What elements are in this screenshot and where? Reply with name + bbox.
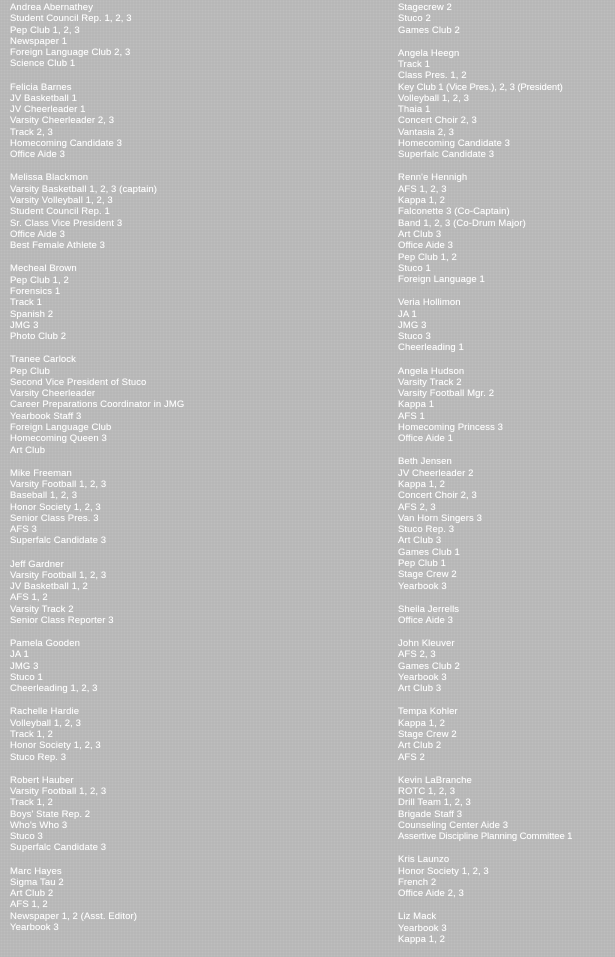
activity-line: Office Aide 3	[10, 228, 65, 240]
activity-line: Varsity Cheerleader	[10, 388, 96, 400]
student-name: Angela Heegn	[398, 47, 460, 59]
activity-line: Kappa 1	[398, 399, 435, 411]
activity-line: Homecoming Princess 3	[398, 421, 504, 433]
student-name: Mike Freeman	[10, 467, 72, 479]
activity-line: Pep Club 1, 2	[10, 274, 69, 286]
activity-line: Track 1, 2	[10, 729, 53, 740]
activity-line: Varsity Volleyball 1, 2, 3	[10, 195, 113, 207]
activity-line: Stuco Rep. 3	[10, 751, 67, 763]
student-entry-liz-mack	[398, 911, 613, 945]
activity-line: Honor Society 1, 2, 3	[398, 865, 489, 877]
activity-line: Art Club 2	[398, 740, 442, 752]
activity-line: Pep Club 1	[398, 558, 447, 570]
activity-line: Photo Club 2	[10, 331, 67, 343]
activity-line: Homecoming Candidate 3	[398, 138, 511, 150]
student-entry-tranee-carlock	[10, 354, 370, 456]
student-name: Liz Mack	[398, 911, 437, 923]
student-name: Tempa Kohler	[398, 706, 458, 718]
student-entry-angela-heegn	[398, 48, 613, 161]
student-entry-robert-hauber	[10, 775, 370, 854]
activity-line: JMG 3	[10, 319, 39, 331]
activity-line: Track 2, 3	[10, 126, 53, 138]
activity-line: JV Basketball 1	[10, 92, 77, 104]
student-name: Kevin LaBranche	[398, 774, 472, 786]
activity-line: Volleyball 1, 2, 3	[398, 92, 469, 104]
activity-line: Stuco 1	[10, 672, 43, 684]
activity-line: Honor Society 1, 2, 3	[10, 501, 101, 513]
activity-line: Drill Team 1, 2, 3	[398, 797, 471, 809]
activity-line: AFS 2, 3	[398, 649, 436, 661]
activity-line: JA 1	[398, 308, 417, 320]
activity-line: Stuco 3	[398, 331, 431, 343]
student-entry-marc-hayes	[10, 866, 370, 934]
activity-line: Varsity Football 1, 2, 3	[10, 785, 107, 797]
activity-line: Art Club 3	[398, 228, 442, 240]
activity-line: Cheerleading 1	[398, 342, 464, 354]
activity-line: JMG 3	[398, 319, 427, 331]
student-name: Robert Hauber	[10, 774, 74, 786]
activity-line: Newspaper 1	[10, 35, 68, 47]
activity-line: Kappa 1, 2	[398, 195, 445, 207]
activity-line: Superfalc Candidate 3	[10, 842, 107, 854]
activity-line: Homecoming Queen 3	[10, 433, 107, 445]
activity-line: Office Aide 2, 3	[398, 888, 464, 900]
activity-line: Falconette 3 (Co-Captain)	[398, 206, 510, 218]
activity-line: Pep Club 1, 2	[398, 251, 457, 263]
student-entry-sheila-jerrells	[398, 604, 613, 627]
activity-line: Games Club 1	[398, 546, 460, 558]
activity-line: Best Female Athlete 3	[10, 240, 106, 252]
activity-line: Student Council Rep. 1	[10, 206, 110, 218]
activity-line: JA 1	[10, 649, 29, 661]
activity-line: Newspaper 1, 2 (Asst. Editor)	[10, 910, 137, 922]
activity-line: Counseling Center Aide 3	[398, 819, 509, 831]
student-name: Kris Launzo	[398, 854, 450, 866]
activity-line: Sigma Tau 2	[10, 876, 64, 888]
student-name: Sheila Jerrells	[398, 603, 460, 615]
activity-line: Yearbook Staff 3	[10, 410, 82, 422]
student-name: Felicia Barnes	[10, 81, 72, 93]
student-entry-veria-hollimon	[398, 297, 613, 353]
student-name: John Kleuver	[398, 638, 455, 650]
activity-line: Varsity Cheerleader 2, 3	[10, 115, 115, 127]
student-entry-mecheal-brown	[10, 263, 370, 342]
student-entry-kris-launzo	[398, 854, 613, 899]
activity-line: Varsity Basketball 1, 2, 3 (captain)	[10, 183, 158, 195]
activity-line: Pep Club	[10, 365, 50, 377]
activity-line: Second Vice President of Stuco	[10, 376, 147, 388]
activity-line: AFS 1, 2	[10, 592, 48, 604]
activity-line: Foreign Language 1	[398, 274, 485, 286]
student-entry-tempa-kohler	[398, 706, 613, 762]
activity-line: Kappa 1, 2	[398, 478, 445, 490]
student-name: Melissa Blackmon	[10, 172, 89, 184]
activity-line: Career Preparations Coordinator in JMG	[10, 399, 185, 411]
activity-line: Yearbook 3	[398, 672, 447, 684]
activity-line: Honor Society 1, 2, 3	[10, 740, 101, 752]
activity-line: Stage Crew 2	[398, 569, 457, 581]
activity-line: Baseball 1, 2, 3	[10, 490, 78, 502]
student-entry-kevin-labranche	[398, 775, 613, 843]
activity-line: Concert Choir 2, 3	[398, 490, 477, 502]
student-entry-pamela-gooden	[10, 638, 370, 694]
activity-line: Art Club 2	[10, 888, 54, 900]
activity-line: Games Club 2	[398, 24, 460, 36]
activity-line: Class Pres. 1, 2	[398, 70, 467, 82]
activity-line: Office Aide 3	[398, 615, 453, 627]
activity-line: Stuco 3	[10, 831, 43, 843]
activity-line: AFS 1	[398, 410, 425, 422]
student-entry-continued	[398, 2, 613, 36]
activity-line: AFS 1, 2, 3	[398, 183, 447, 195]
student-entry-felicia-barnes	[10, 82, 370, 161]
activity-line: Stagecrew 2	[398, 2, 452, 13]
activity-line: AFS 2	[398, 751, 425, 763]
student-name: Renn'e Hennigh	[398, 172, 468, 184]
student-entry-renn-e-hennigh	[398, 172, 613, 285]
right-column	[398, 2, 613, 957]
activity-line: Homecoming Candidate 3	[10, 138, 123, 150]
activity-line: Varsity Track 2	[10, 603, 74, 615]
activity-line: Games Club 2	[398, 660, 460, 672]
student-name: Marc Hayes	[10, 865, 62, 877]
activity-line: Varsity Track 2	[398, 376, 462, 388]
activity-line: Foreign Language Club 2, 3	[10, 47, 131, 59]
activity-line: Superfalc Candidate 3	[398, 149, 495, 161]
activity-line: Foreign Language Club	[10, 421, 112, 433]
activity-line: Student Council Rep. 1, 2, 3	[10, 13, 132, 25]
activity-line: JV Cheerleader 1	[10, 104, 86, 116]
activity-line: Cheerleading 1, 2, 3	[10, 683, 98, 695]
student-entry-mike-freeman	[10, 468, 370, 547]
activity-line: Office Aide 3	[398, 240, 453, 252]
activity-line: Kappa 1, 2	[398, 717, 445, 729]
activity-line: Volleyball 1, 2, 3	[10, 717, 81, 729]
activity-line: Assertive Discipline Planning Committee 1	[398, 831, 573, 843]
student-name: Pamela Gooden	[10, 638, 80, 650]
activity-line: Yearbook 3	[10, 922, 59, 934]
activity-line: Track 1	[398, 58, 431, 70]
activity-line: Stuco Rep. 3	[398, 524, 455, 536]
student-name: Jeff Gardner	[10, 558, 64, 570]
activity-line: Stage Crew 2	[398, 729, 457, 740]
activity-line: Yearbook 3	[398, 922, 447, 934]
student-name: Andrea Abernathey	[10, 2, 94, 13]
student-entry-angela-hudson	[398, 366, 613, 445]
activity-line: Office Aide 1	[398, 433, 453, 445]
student-entry-beth-jensen	[398, 456, 613, 592]
student-name: Beth Jensen	[398, 456, 452, 468]
activity-line: Track 1	[10, 297, 43, 309]
activity-line: Yearbook 3	[398, 580, 447, 592]
student-entry-jeff-gardner	[10, 559, 370, 627]
activity-line: Stuco 2	[398, 13, 431, 25]
student-entry-rachelle-hardie	[10, 706, 370, 762]
activity-line: Thaia 1	[398, 104, 431, 116]
student-name: Mecheal Brown	[10, 263, 77, 275]
activity-line: Track 1, 2	[10, 797, 53, 809]
activity-line: ROTC 1, 2, 3	[398, 785, 456, 797]
student-entry-andrea-abernathey	[10, 2, 370, 70]
activity-line: Who's Who 3	[10, 819, 68, 831]
activity-line: Art Club 3	[398, 683, 442, 695]
student-entry-melissa-blackmon	[10, 172, 370, 251]
activity-line: Senior Class Reporter 3	[10, 615, 114, 627]
activity-line: Art Club	[10, 444, 46, 456]
activity-line: Vantasia 2, 3	[398, 126, 455, 138]
activity-line: Forensics 1	[10, 285, 61, 297]
activity-line: Pep Club 1, 2, 3	[10, 24, 80, 36]
activity-line: Superfalc Candidate 3	[10, 535, 107, 547]
activity-line: Science Club 1	[10, 58, 76, 70]
activity-line: French 2	[398, 876, 437, 888]
activity-line: Boys' State Rep. 2	[10, 808, 91, 820]
activity-line: Brigade Staff 3	[398, 808, 463, 820]
activity-line: Senior Class Pres. 3	[10, 512, 99, 524]
student-name: Tranee Carlock	[10, 354, 76, 366]
student-name: Veria Hollimon	[398, 297, 461, 309]
activity-line: Concert Choir 2, 3	[398, 115, 477, 127]
activity-line: Varsity Football 1, 2, 3	[10, 478, 107, 490]
activity-line: Varsity Football Mgr. 2	[398, 388, 495, 400]
student-name: Rachelle Hardie	[10, 706, 80, 718]
activity-line: AFS 2, 3	[398, 501, 436, 513]
activity-line: AFS 3	[10, 524, 37, 536]
activity-line: Kappa 1, 2	[398, 933, 445, 945]
activity-line: Band 1, 2, 3 (Co-Drum Major)	[398, 217, 526, 229]
activity-line: Sr. Class Vice President 3	[10, 217, 123, 229]
activity-line: JV Cheerleader 2	[398, 467, 474, 479]
student-name: Angela Hudson	[398, 365, 465, 377]
activity-line: Stuco 1	[398, 262, 431, 274]
activity-line: JV Basketball 1, 2	[10, 581, 88, 593]
activity-line: Office Aide 3	[10, 149, 65, 161]
left-column	[10, 2, 370, 945]
activity-line: AFS 1, 2	[10, 899, 48, 911]
activity-line: Van Horn Singers 3	[398, 512, 483, 524]
activity-line: JMG 3	[10, 660, 39, 672]
student-entry-john-kleuver	[398, 638, 613, 694]
activity-line: Key Club 1 (Vice Pres.), 2, 3 (President)	[398, 81, 563, 93]
activity-line: Art Club 3	[398, 535, 442, 547]
activity-line: Spanish 2	[10, 308, 54, 320]
activity-line: Varsity Football 1, 2, 3	[10, 569, 107, 581]
